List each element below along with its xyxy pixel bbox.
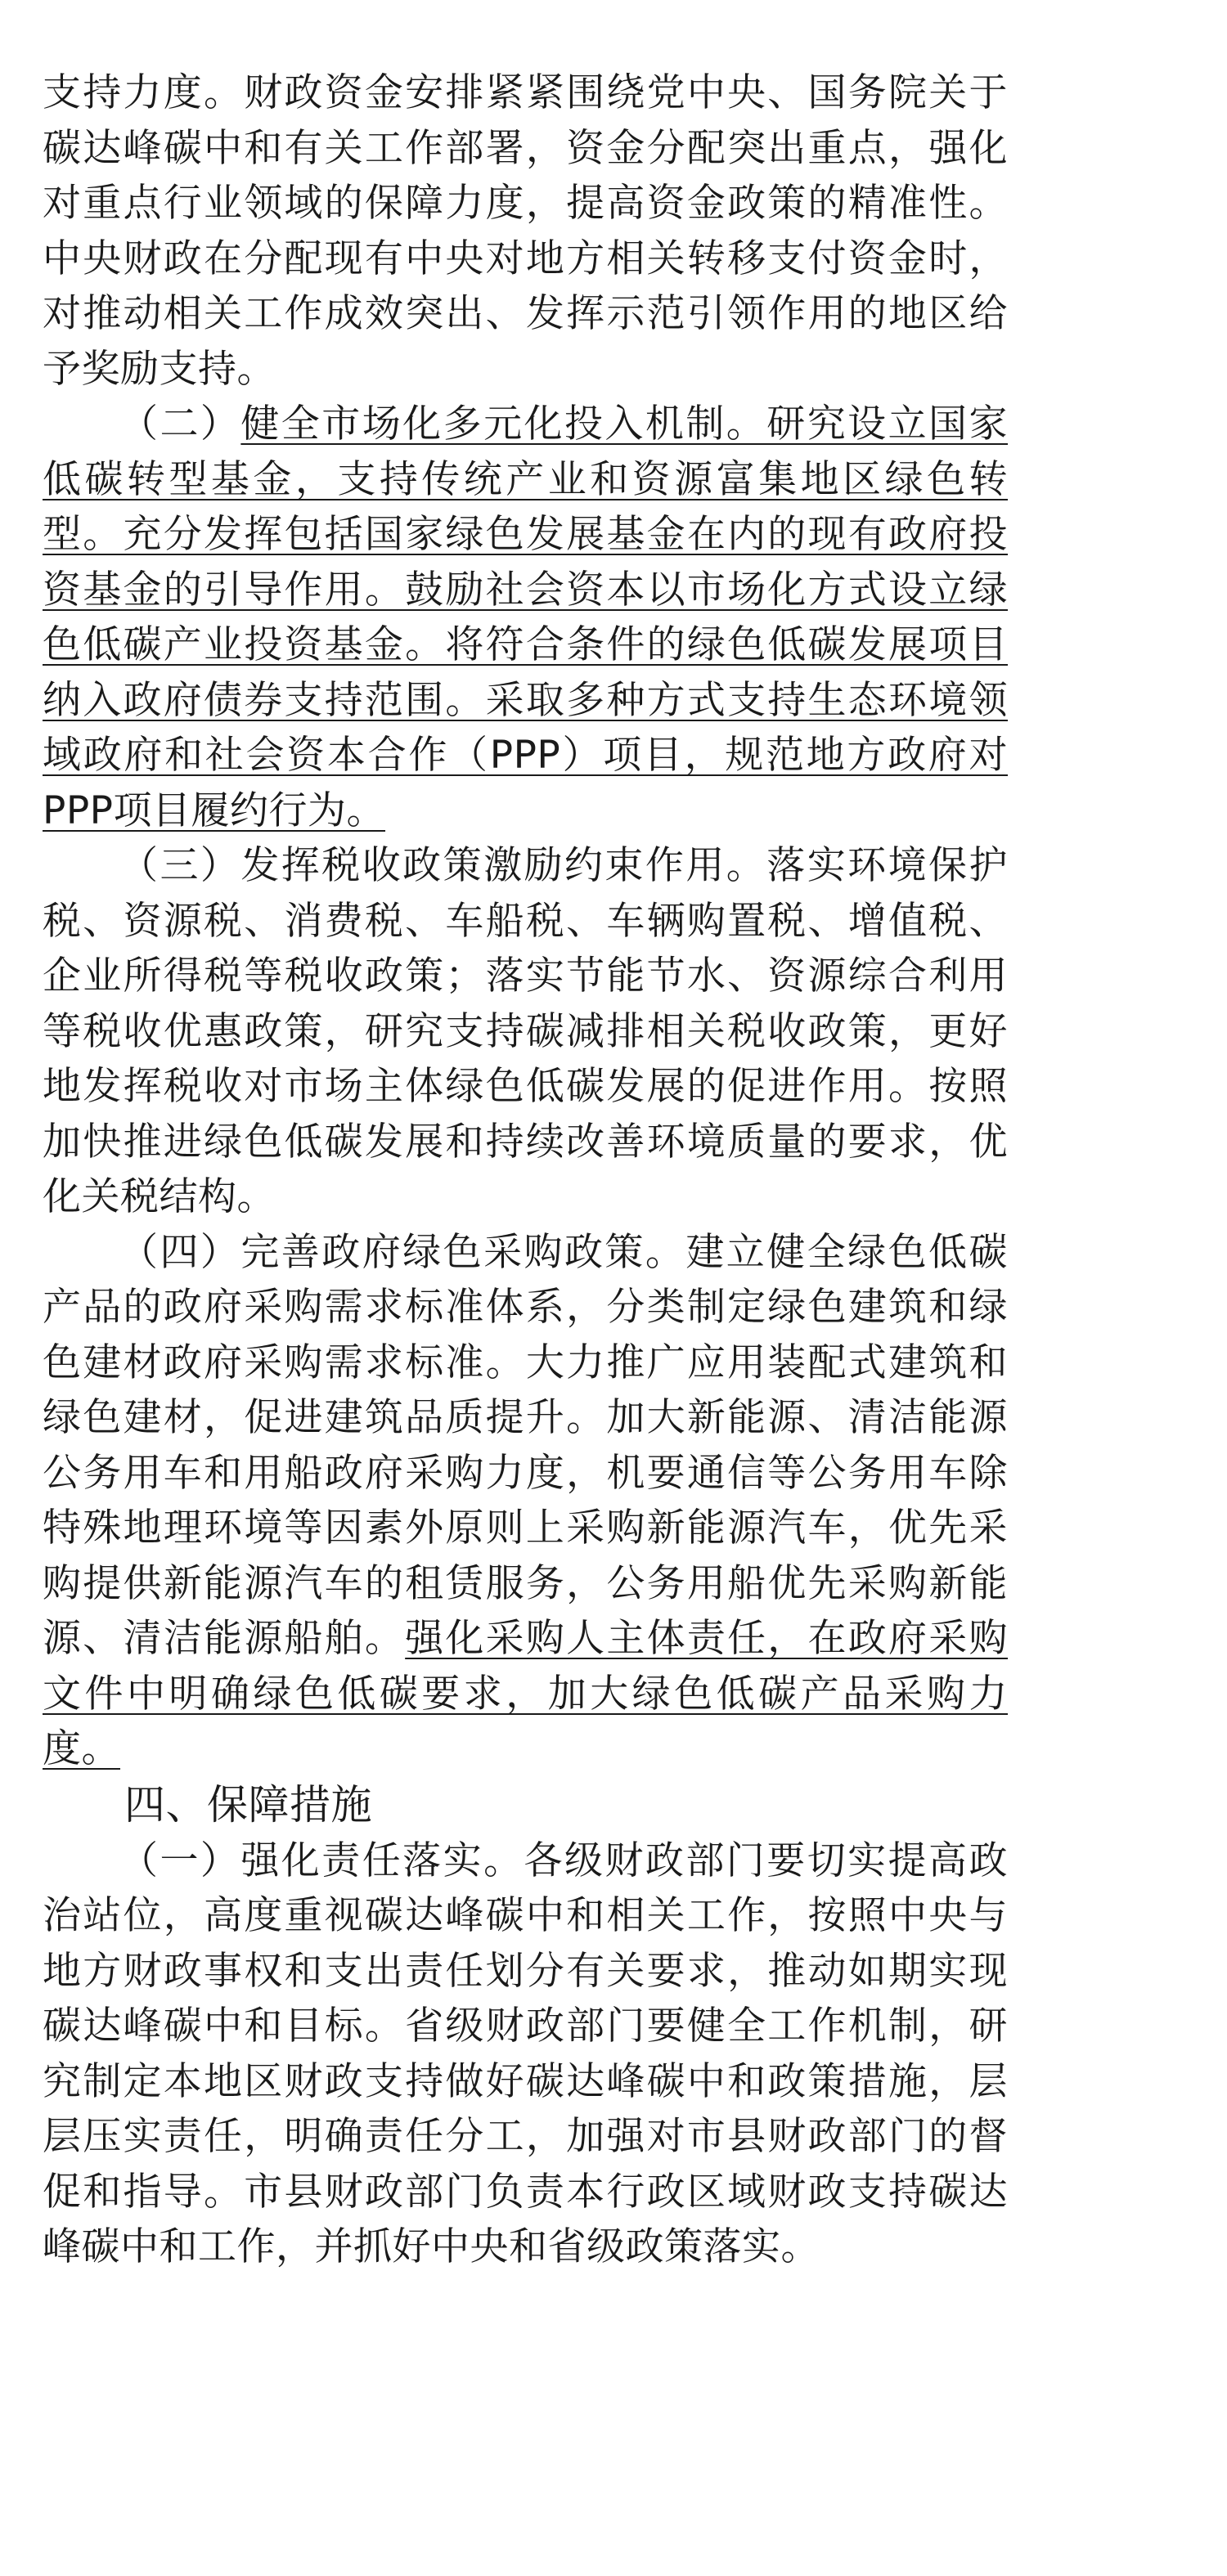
underlined-text: 健全市场化多元化投入机制。研究设立国家低碳转型基金，支持传统产业和资源富集地区绿色转型。充分发挥包括国家绿色发展基金在内的现有政府投资基金的引导作用。鼓励社会资本以市场化方式设立绿色低碳产业投资基金。将符合条件的绿色低碳发展项目纳入政府债券支持范围。采取多种方式支持生态环境领域政府和社会资本合作（PPP）项目，规范地方政府对PPP项目履约行为。 xyxy=(43,402,1009,833)
underlined-text: 强化采购人主体责任，在政府采购文件中明确绿色低碳要求，加大绿色低碳产品采购力度。 xyxy=(43,1616,1009,1771)
paragraph-text: （三）发挥税收政策激励约束作用。落实环境保护税、资源税、消费税、车船税、车辆购置税、增值税、企业所得税等税收政策；落实节能节水、资源综合利用等税收优惠政策，研究支持碳减排相关税收政策，更好地发挥税收对市场主体绿色低碳发展的促进作用。按照加快推进绿色低碳发展和持续改善环境质量的要求，优化关税结构。 xyxy=(43,843,1008,1219)
paragraph-responsibility xyxy=(43,1833,1008,2275)
paragraph-text: （一）强化责任落实。各级财政部门要切实提高政治站位，高度重视碳达峰碳中和相关工作，按照中央与地方财政事权和支出责任划分有关要求，推动如期实现碳达峰碳中和目标。省级财政部门要健全工作机制，研究制定本地区财政支持做好碳达峰碳中和政策措施，层层压实责任，明确责任分工，加强对市县财政部门的督促和指导。市县财政部门负责本行政区域财政支持碳达峰碳中和工作，并抓好中央和省级政策落实。 xyxy=(43,1838,1008,2269)
paragraph-fiscal-support xyxy=(43,65,1008,397)
section-heading: 四、保障措施 xyxy=(124,1780,372,1829)
paragraph-number: （二） xyxy=(119,402,241,447)
paragraph-market-investment xyxy=(43,397,1008,838)
paragraph-green-procurement xyxy=(43,1225,1008,1777)
document-page xyxy=(43,65,1008,2275)
paragraph-text: （四）完善政府绿色采购政策。建立健全绿色低碳产品的政府采购需求标准体系，分类制定绿色建筑和绿色建材政府采购需求标准。大力推广应用装配式建筑和绿色建材，促进建筑品质提升。加大新能源、清洁能源公务用车和用船政府采购力度，机要通信等公务用车除特殊地理环境等因素外原则上采购新能源汽车，优先采购提供新能源汽车的租赁服务，公务用船优先采购新能源、清洁能源船舶。 xyxy=(43,1229,1008,1661)
paragraph-text: 支持力度。财政资金安排紧紧围绕党中央、国务院关于碳达峰碳中和有关工作部署，资金分配突出重点，强化对重点行业领域的保障力度，提高资金政策的精准性。中央财政在分配现有中央对地方相关转移支付资金时，对推动相关工作成效突出、发挥示范引领作用的地区给予奖励支持。 xyxy=(43,70,1008,392)
paragraph-tax-policy xyxy=(43,838,1008,1225)
